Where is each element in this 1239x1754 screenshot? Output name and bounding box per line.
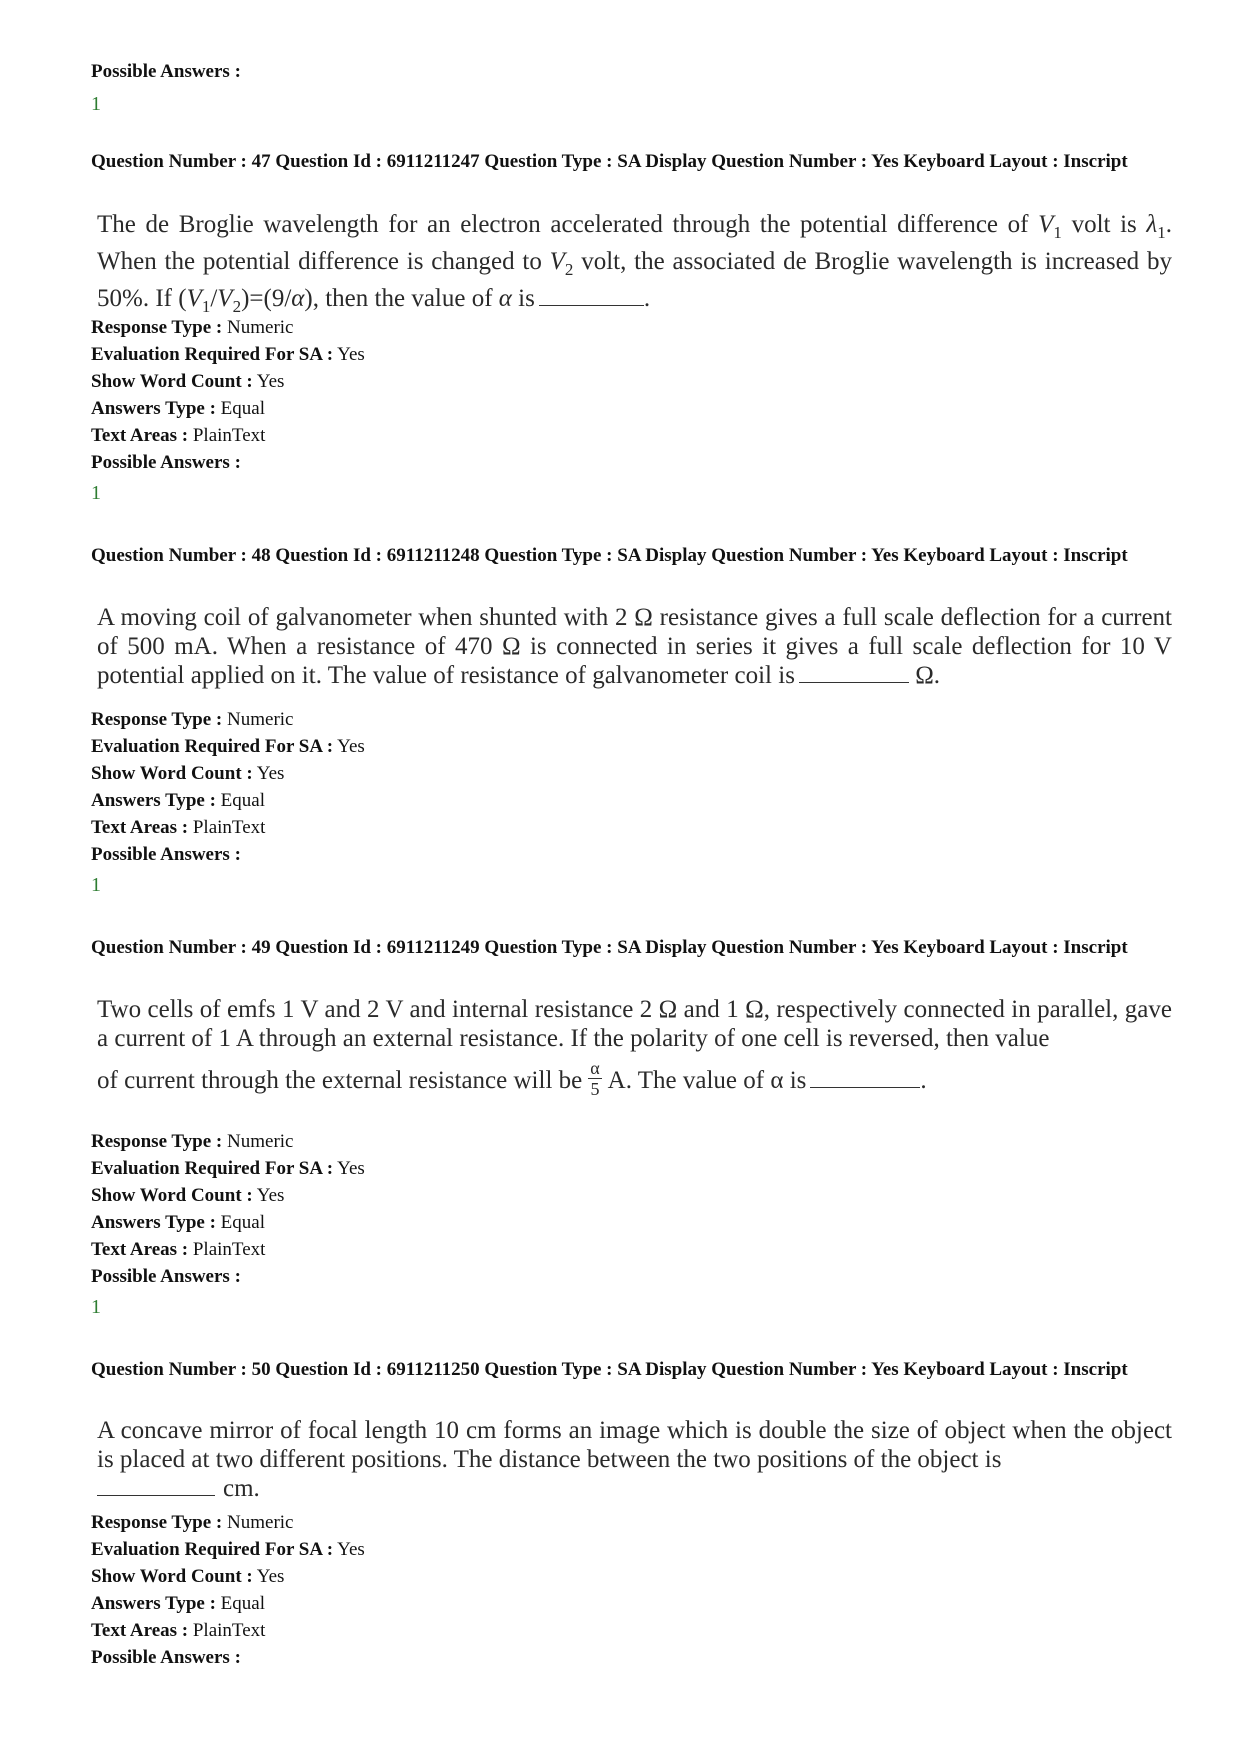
- question-text-49-line3: of current through the external resistance will be $\frac{\alpha}{5}$ A. The value of α is .: [97, 1058, 927, 1099]
- answer-blank: [810, 1069, 920, 1088]
- possible-answer-value: 1: [91, 1296, 101, 1318]
- question-meta-49: Response Type : Numeric Evaluation Required For SA : Yes Show Word Count : Yes Answers Type : Equal Text Areas : PlainText Possible Answers : 1: [91, 1128, 1171, 1320]
- question-header-48: Question Number : 48 Question Id : 6911211248 Question Type : SA Display Question Number : Yes Keyboard Layout : Inscript: [91, 545, 1128, 566]
- question-meta-48: Response Type : Numeric Evaluation Required For SA : Yes Show Word Count : Yes Answers Type : Equal Text Areas : PlainText Possible Answers : 1: [91, 706, 1171, 898]
- possible-answer-value: 1: [91, 482, 101, 504]
- question-text-49: Two cells of emfs 1 V and 2 V and internal resistance 2 Ω and 1 Ω, respectively connected in parallel, gave a current of 1 A through an external resistance. If the polarity of one cell is reversed, then value: [97, 996, 1172, 1052]
- top-answer-block: [91, 58, 1171, 117]
- question-header-50: Question Number : 50 Question Id : 6911211250 Question Type : SA Display Question Number : Yes Keyboard Layout : Inscript: [91, 1359, 1128, 1380]
- possible-answer-value: 1: [91, 874, 101, 896]
- question-header-49: Question Number : 49 Question Id : 6911211249 Question Type : SA Display Question Number : Yes Keyboard Layout : Inscript: [91, 937, 1128, 958]
- possible-answer-value: 1: [91, 93, 101, 115]
- answer-blank: [97, 1477, 215, 1496]
- question-header-47: Question Number : 47 Question Id : 6911211247 Question Type : SA Display Question Number : Yes Keyboard Layout : Inscript: [91, 151, 1128, 172]
- question-text-47: The de Broglie wavelength for an electron accelerated through the potential difference of $V_1$ volt is $\lambda_1$. When the potential difference is changed to $V_2$ volt, the associated de Broglie wavelength is increased by 50%. If $(V_1/V_2)=(9/\alpha)$, then the value of α is .: [97, 211, 1172, 316]
- answer-blank: [799, 664, 909, 683]
- answer-blank: [539, 287, 644, 306]
- possible-answers-label: Possible Answers :: [91, 61, 241, 82]
- fraction: $\frac{\alpha}{5}$: [590, 1058, 600, 1099]
- question-meta-47: Response Type : Numeric Evaluation Required For SA : Yes Show Word Count : Yes Answers Type : Equal Text Areas : PlainText Possible Answers : 1: [91, 314, 1171, 506]
- question-text-50: A concave mirror of focal length 10 cm forms an image which is double the size of object when the object is placed at two different positions. The distance between the two positions of the object is cm.: [97, 1417, 1172, 1502]
- question-meta-50: Response Type : Numeric Evaluation Required For SA : Yes Show Word Count : Yes Answers Type : Equal Text Areas : PlainText Possible Answers :: [91, 1512, 365, 1668]
- question-text-48: A moving coil of galvanometer when shunted with 2 Ω resistance gives a full scale deflection for a current of 500 mA. When a resistance of 470 Ω is connected in series it gives a full scale deflection for 10 V potential applied on it. The value of resistance of galvanometer coil is Ω.: [97, 604, 1172, 689]
